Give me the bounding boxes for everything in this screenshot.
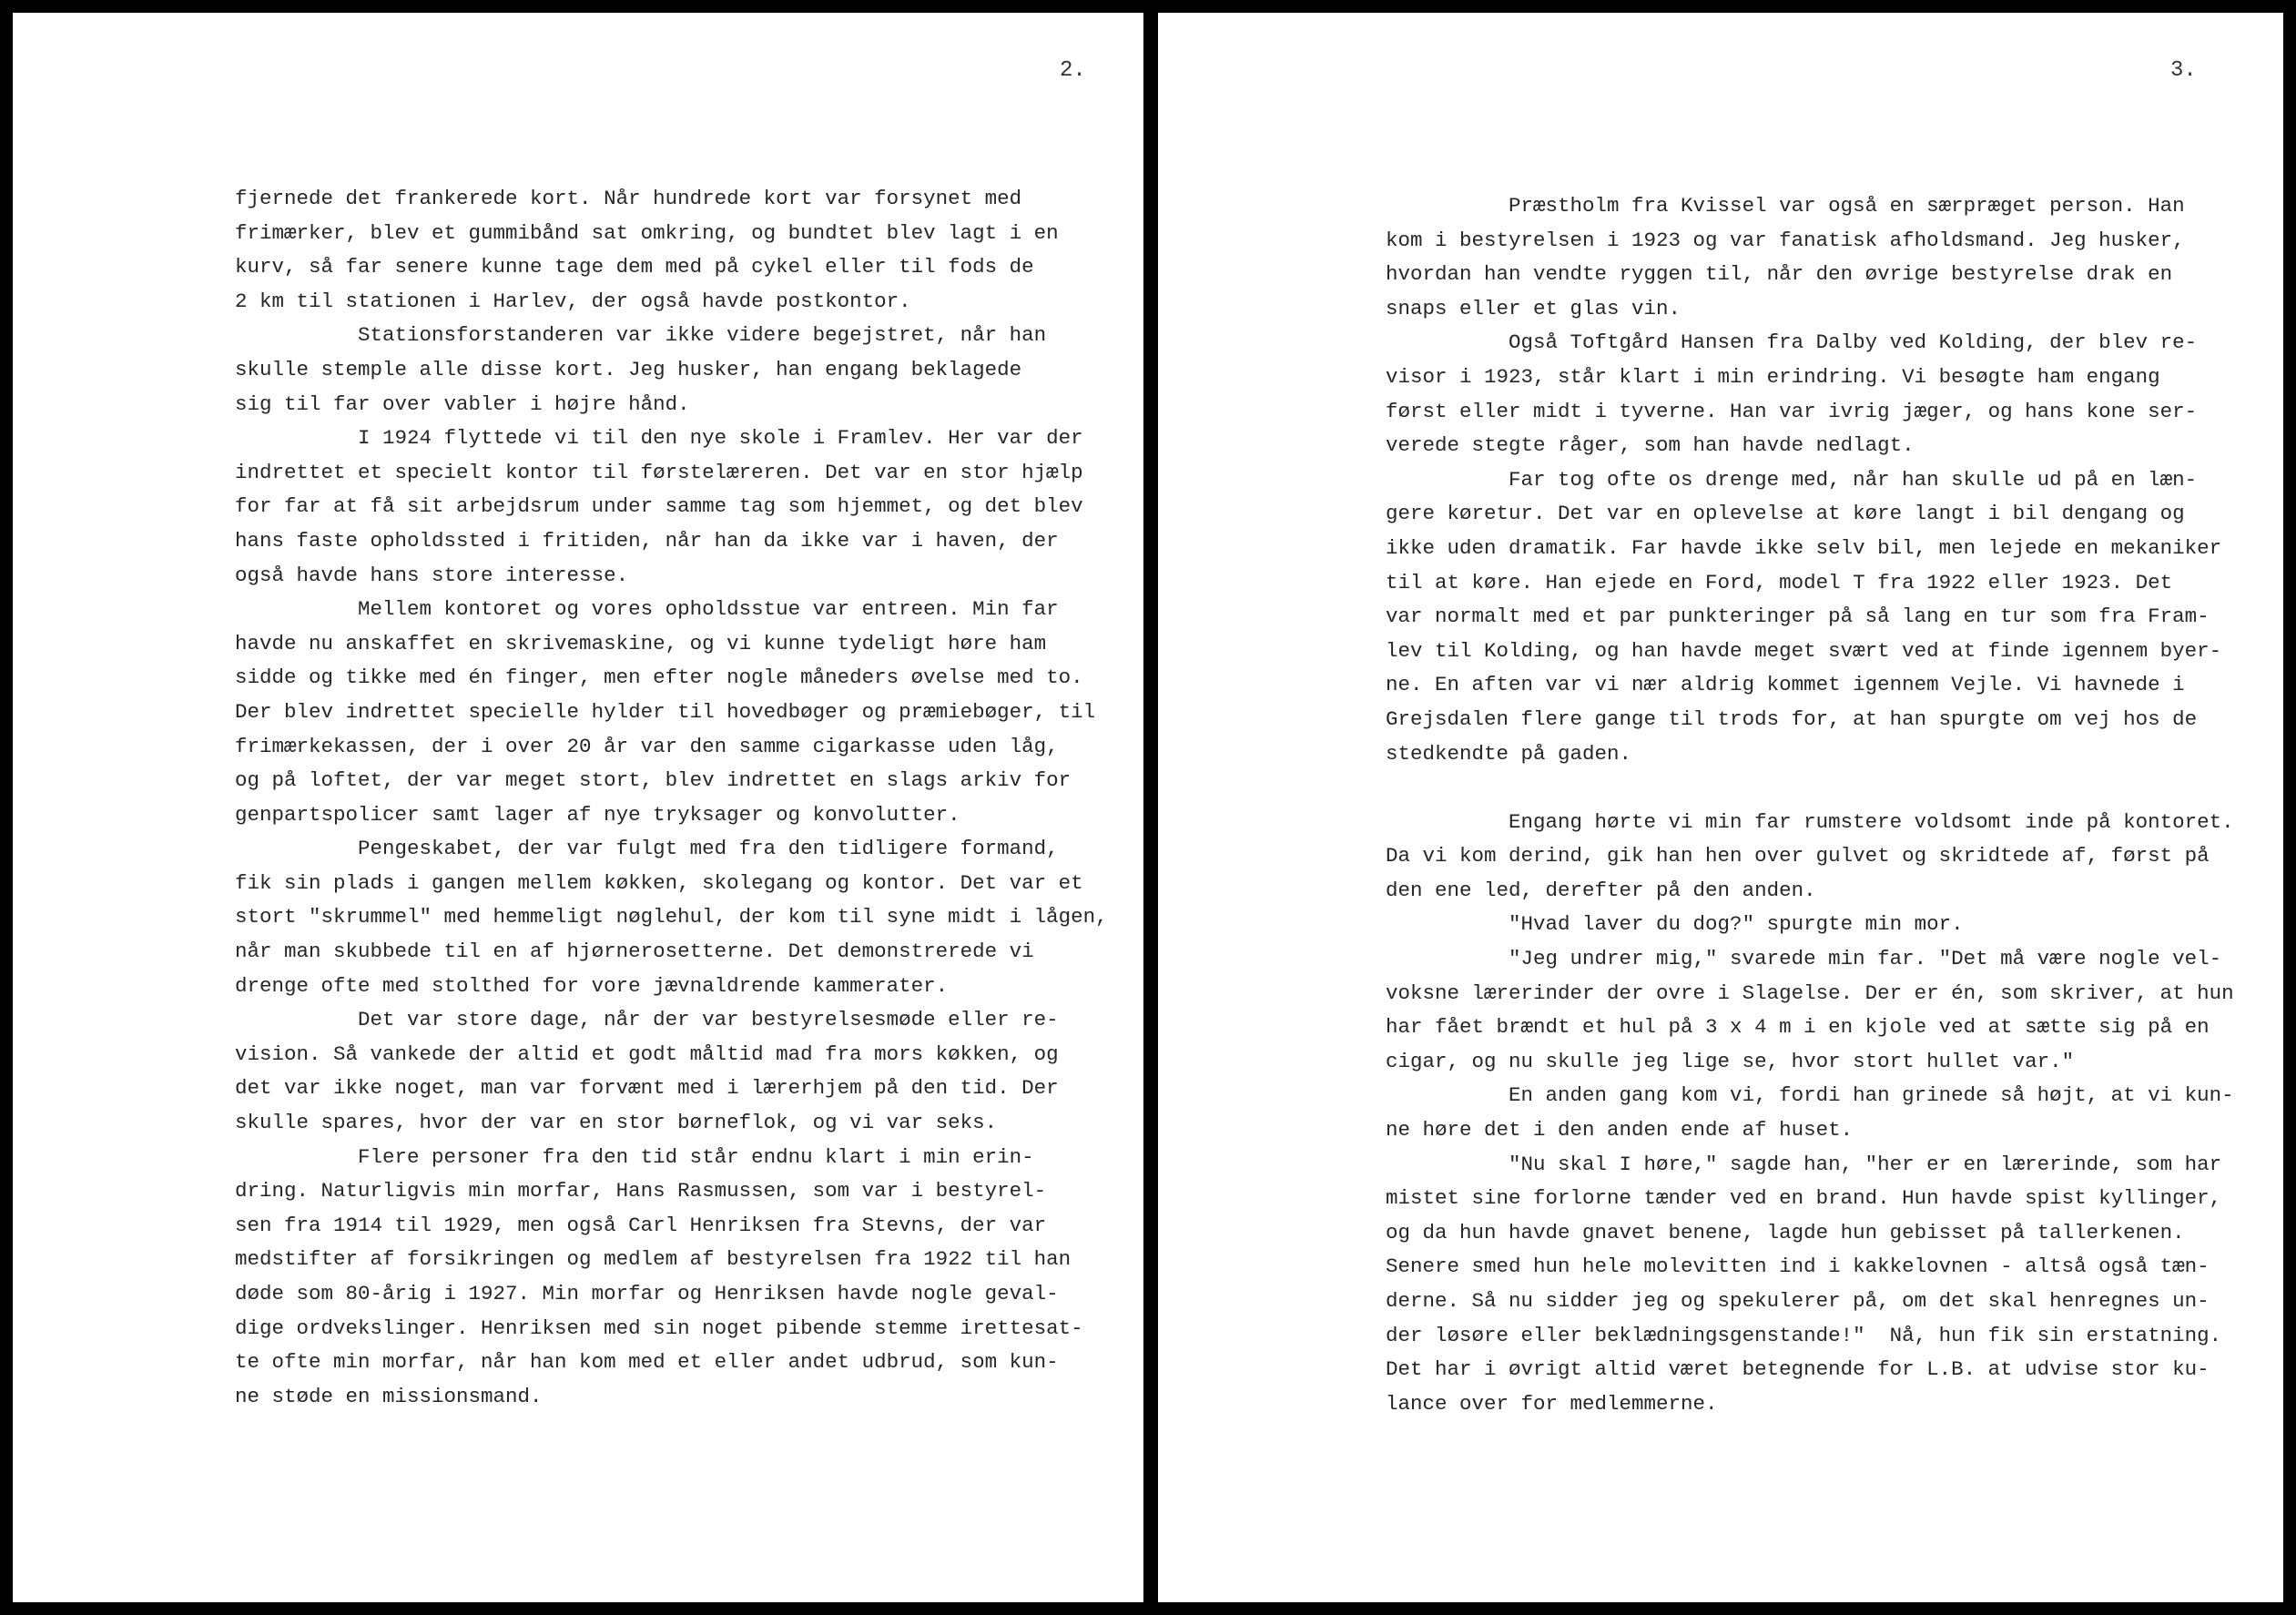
text-line: En anden gang kom vi, fordi han grinede så højt, at vi kun- [1386, 1083, 2234, 1108]
text-line: når man skubbede til en af hjørnerosetterne. Det demonstrerede vi [235, 940, 1034, 964]
text-line: sig til far over vabler i højre hånd. [235, 391, 690, 416]
text-line: 2 km til stationen i Harlev, der også havde postkontor. [235, 289, 911, 313]
text-line: Pengeskabet, der var fulgt med fra den tidligere formand, [235, 837, 1059, 861]
text-line: "Hvad laver du dog?" spurgte min mor. [1386, 912, 1964, 937]
text-line: mistet sine forlorne tænder ved en brand. Hun havde spist kyllinger, [1386, 1186, 2222, 1211]
text-line: Også Toftgård Hansen fra Dalby ved Kolding, der blev re- [1386, 330, 2198, 355]
text-line: I 1924 flyttede vi til den nye skole i Framlev. Her var der [235, 426, 1083, 451]
text-line: visor i 1923, står klart i min erindring. Vi besøgte ham engang [1386, 364, 2160, 389]
text-line: Grejsdalen flere gange til trods for, at han spurgte om vej hos de [1386, 706, 2198, 731]
text-line: verede stegte råger, som han havde nedlagt. [1386, 433, 1915, 458]
text-line: døde som 80-årig i 1927. Min morfar og Henriksen havde nogle geval- [235, 1282, 1059, 1305]
text-line: drenge ofte med stolthed for vore jævnaldrende kammerater. [235, 973, 949, 998]
text-line: lance over for medlemmerne. [1386, 1391, 1718, 1416]
right-page [1158, 13, 2283, 1602]
text-line: stort "skrummel" med hemmeligt nøglehul, der kom til syne midt i lågen, [235, 905, 1108, 929]
text-line: Der blev indrettet specielle hylder til hovedbøger og præmiebøger, til [235, 699, 1096, 724]
text-line: kom i bestyrelsen i 1923 og var fanatisk afholdsmand. Jeg husker, [1386, 228, 2185, 252]
page-number: 3. [2170, 58, 2197, 83]
text-line: dring. Naturligvis min morfar, Hans Rasmussen, som var i bestyrel- [235, 1179, 1047, 1204]
text-line: "Jeg undrer mig," svarede min far. "Det må være nogle vel- [1386, 947, 2222, 971]
text-line: kurv, så far senere kunne tage dem med på cykel eller til fods de [235, 255, 1034, 279]
left-page [13, 13, 1143, 1602]
text-line: ikke uden dramatik. Far havde ikke selv bil, men lejede en mekaniker [1386, 535, 2222, 560]
text-line: Præstholm fra Kvissel var også en særpræget person. Han [1386, 194, 2185, 218]
text-line: Stationsforstanderen var ikke videre begejstret, når han [235, 323, 1047, 348]
text-line: fjernede det frankerede kort. Når hundrede kort var forsynet med [235, 187, 1022, 210]
text-line: sidde og tikke med én finger, men efter nogle måneders øvelse med to. [235, 665, 1083, 690]
text-line: skulle spares, hvor der var en stor børneflok, og vi var seks. [235, 1111, 998, 1135]
text-line: Flere personer fra den tid står endnu klart i min erin- [235, 1144, 1034, 1169]
text-line: skulle stemple alle disse kort. Jeg husker, han engang beklagede [235, 357, 1022, 381]
text-line: har fået brændt et hul på 3 x 4 m i en kjole ved at sætte sig på en [1386, 1015, 2210, 1040]
text-line: sen fra 1914 til 1929, men også Carl Henriksen fra Stevns, der var [235, 1213, 1047, 1237]
text-line: var normalt med et par punkteringer på så lang en tur som fra Fram- [1386, 604, 2210, 629]
text-line: Engang hørte vi min far rumstere voldsomt inde på kontoret. [1386, 809, 2234, 834]
text-line: Mellem kontoret og vores opholdsstue var entreen. Min far [235, 597, 1059, 622]
text-line: derne. Så nu sidder jeg og spekulerer på, om det skal henregnes un- [1386, 1289, 2210, 1313]
text-line: voksne lærerinder der ovre i Slagelse. Der er én, som skriver, at hun [1386, 980, 2234, 1005]
text-line: også havde hans store interesse. [235, 563, 629, 587]
text-line: havde nu anskaffet en skrivemaskine, og vi kunne tydeligt høre ham [235, 631, 1047, 655]
text-line: Far tog ofte os drenge med, når han skulle ud på en læn- [1386, 467, 2198, 492]
text-line: stedkendte på gaden. [1386, 741, 1632, 766]
text-line: te ofte min morfar, når han kom med et eller andet udbrud, som kun- [235, 1350, 1059, 1375]
text-line: hans faste opholdssted i fritiden, når han da ikke var i haven, der [235, 528, 1059, 553]
text-line: den ene led, derefter på den anden. [1386, 878, 1816, 902]
text-line: det var ikke noget, man var forvænt med i lærerhjem på den tid. Der [235, 1076, 1059, 1101]
text-line: ne støde en missionsmand. [235, 1384, 543, 1408]
text-line: medstifter af forsikringen og medlem af bestyrelsen fra 1922 til han [235, 1247, 1072, 1272]
text-line: der løsøre eller beklædningsgenstande!" Nå, hun fik sin erstatning. [1386, 1323, 2222, 1347]
body-text [1386, 189, 2234, 1421]
text-line: snaps eller et glas vin. [1386, 296, 1681, 320]
text-line: "Nu skal I høre," sagde han, "her er en lærerinde, som har [1386, 1152, 2222, 1176]
text-line: Senere smed hun hele molevitten ind i kakkelovnen - altså også tæn- [1386, 1254, 2210, 1279]
text-line: Da vi kom derind, gik han hen over gulvet og skridtede af, først på [1386, 844, 2210, 868]
text-line: indrettet et specielt kontor til førstelæreren. Det var en stor hjælp [235, 460, 1083, 484]
text-line: først eller midt i tyverne. Han var ivrig jæger, og hans kone ser- [1386, 399, 2198, 423]
text-line: Det var store dage, når der var bestyrelsesmøde eller re- [235, 1008, 1059, 1032]
text-line: gere køretur. Det var en oplevelse at køre langt i bil dengang og [1386, 502, 2185, 526]
text-line: hvordan han vendte ryggen til, når den øvrige bestyrelse drak en [1386, 262, 2173, 287]
text-line: for far at få sit arbejdsrum under samme tag som hjemmet, og det blev [235, 494, 1083, 519]
text-line: cigar, og nu skulle jeg lige se, hvor stort hullet var." [1386, 1049, 2075, 1073]
text-line: lev til Kolding, og han havde meget svært ved at finde igennem byer- [1386, 638, 2222, 663]
text-line: frimærker, blev et gummibånd sat omkring, og bundtet blev lagt i en [235, 220, 1059, 245]
text-line [1386, 771, 2234, 806]
text-line: og da hun havde gnavet benene, lagde hun gebisset på tallerkenen. [1386, 1220, 2185, 1244]
text-line: frimærkekassen, der i over 20 år var den samme cigarkasse uden låg, [235, 734, 1059, 758]
text-line: til at køre. Han ejede en Ford, model T fra 1922 eller 1923. Det [1386, 570, 2173, 594]
text-line: dige ordvekslinger. Henriksen med sin noget pibende stemme irettesat- [235, 1315, 1083, 1340]
text-line: vision. Så vankede der altid et godt måltid mad fra mors køkken, og [235, 1041, 1059, 1066]
text-line: ne. En aften var vi nær aldrig kommet igennem Vejle. Vi havnede i [1386, 673, 2185, 697]
page-number: 2. [1060, 58, 1086, 83]
text-line: ne høre det i den anden ende af huset. [1386, 1118, 1854, 1143]
text-line: og på loftet, der var meget stort, blev indrettet en slags arkiv for [235, 768, 1072, 793]
body-text [235, 182, 1108, 1414]
text-line: Det har i øvrigt altid været betegnende for L.B. at udvise stor ku- [1386, 1357, 2210, 1382]
text-line: genpartspolicer samt lager af nye tryksager og konvolutter. [235, 802, 960, 827]
text-line: fik sin plads i gangen mellem køkken, skolegang og kontor. Det var et [235, 870, 1083, 895]
